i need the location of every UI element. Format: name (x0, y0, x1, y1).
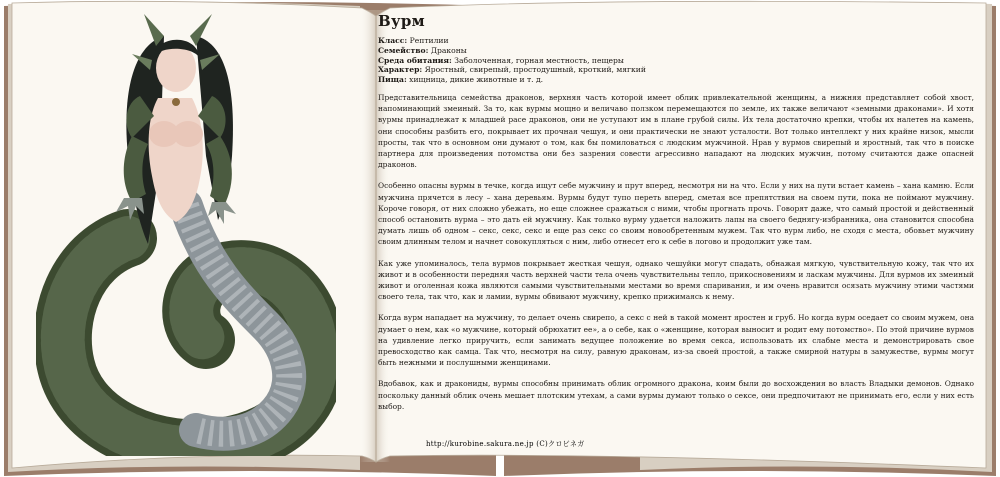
info-label: Пища: (378, 75, 407, 85)
paragraph: Представительница семейства драконов, верхняя часть которой имеет облик привлекательной женщины, а нижняя представляет собой хвост, напоминающий змеиный. За то, как вурмы мощно и величаво ползком перемещаются по земле, их также величают «земными драконами». И хотя вурмы принадлежат к младшей расе драконов, они не уступают им в плане грубой силы. Их тела достаточно крепки, чтобы их налетев на камень, они способны разбить его, покрывает их прочная чешуя, и они практически не знают усталости. Вот только интеллект у них крайне низок, мысли просты, так что в основном они думают о том, как бы помиловаться с людским мужчиной. Нрав у вурмов свирепый и яростный, так что в поиске партнера для произведения потомства они без зазрения совести агрессивно нападают на людских мужчин, потому считаются даже опасней драконов. (378, 93, 974, 170)
paragraph: Когда вурм нападает на мужчину, то делает очень свирепо, а секс с ней в такой момент яростен и груб. Но когда вурм оседает со своим мужем, она думает о нем, как «о мужчине, который обрюхатит ее», а о себе, как о «женщине, которая выносит и родит ему потомство». По этой причине вурмов на удивление легко приручить, если занимать ведущее положение во время секса, использовать их слабые места и демонстрировать свое превосходство как самца. Так что, несмотря на силу, равную драконам, из-за своей простой, а также смирной натуры в замужестве, вурмы могут быть нежными и послушными женщинами. (378, 313, 974, 368)
paragraph: Вдобавок, как и дракониды, вурмы способны принимать облик огромного дракона, коим были до восхождения во власть Владыки демонов. Однако поскольку данный облик очень мешает плотским утехам, а сами вурмы думают только о сексе, они предпочитают не принимать его, если у них есть выбор. (378, 379, 974, 411)
info-value: Рептилии (409, 36, 449, 45)
info-label: Характер: (378, 65, 423, 75)
paragraph: Особенно опасны вурмы в течке, когда ищут себе мужчину и прут вперед, несмотря ни на что. Если у них на пути встает камень – хана камню. Если мужчина прячется в лесу – хана деревьям. Вурмы будут тупо переть вперед, сметая все препятствия на своем пути, пока не поймают мужчину. Короче говоря, от них сложно убежать, но еще сложнее сражаться с ними, чтобы прогнать прочь. Говорят даже, что самый простой и действенный способ остановить вурма – это дать ей мужчину. Как только вурму удается наложить лапы на своего беднягу-избранника, она становится способна думать лишь об одном – секс, секс, секс и еще раз секс со своим новообретенным мужем. Так что вурм либо, не сходя с места, обовьет мужчину своим длинным телом и начнет совокупляться с ним, либо отнесет его к себе в логово и продолжит уже там. (378, 181, 974, 247)
info-value: Заболоченная, горная местность, пещеры (454, 55, 624, 65)
wurm-illustration (36, 6, 336, 456)
info-value: хищница, дикие животные и т. д. (409, 75, 544, 85)
info-row-temperament (378, 65, 918, 75)
paragraph: Как уже упоминалось, тела вурмов покрывает жесткая чешуя, однако чешуйки могут спадать, обнажая мягкую, чувствительную кожу, так что их живот и в особенности передняя часть верхней части тела очень чувствительны тепло, прикосновениям и ласкам мужчины. Для вурмов их змеиный живот и оголенная кожа являются самыми чувствительными местами во время спаривания, и им очень нравится осязать мужчину этими частями своего тела, так что, как и ламии, вурмы обвивают мужчину, крепко прижимаясь к нему. (378, 258, 974, 302)
info-value: Яростный, свирепый, простодушный, кроткий, мягкий (424, 65, 646, 75)
claw-right (208, 202, 236, 224)
source-credit-link[interactable]: http://kurobine.sakura.ne.jp (C)クロビネガ (426, 440, 585, 448)
info-label: Семейство: (378, 45, 429, 55)
entry-title: Вурм (378, 12, 425, 30)
info-label: Класс: (378, 36, 408, 45)
head (156, 44, 196, 92)
page-right-content (368, 8, 982, 460)
info-label: Среда обитания: (378, 55, 452, 65)
info-value: Драконы (430, 45, 467, 55)
info-block (378, 36, 918, 85)
chest-right (173, 121, 203, 147)
info-row-class (378, 36, 918, 46)
info-row-habitat (378, 56, 918, 66)
necklace-gem (172, 98, 180, 106)
info-row-family (378, 46, 918, 56)
info-row-diet (378, 75, 918, 85)
entry-body (378, 92, 974, 422)
